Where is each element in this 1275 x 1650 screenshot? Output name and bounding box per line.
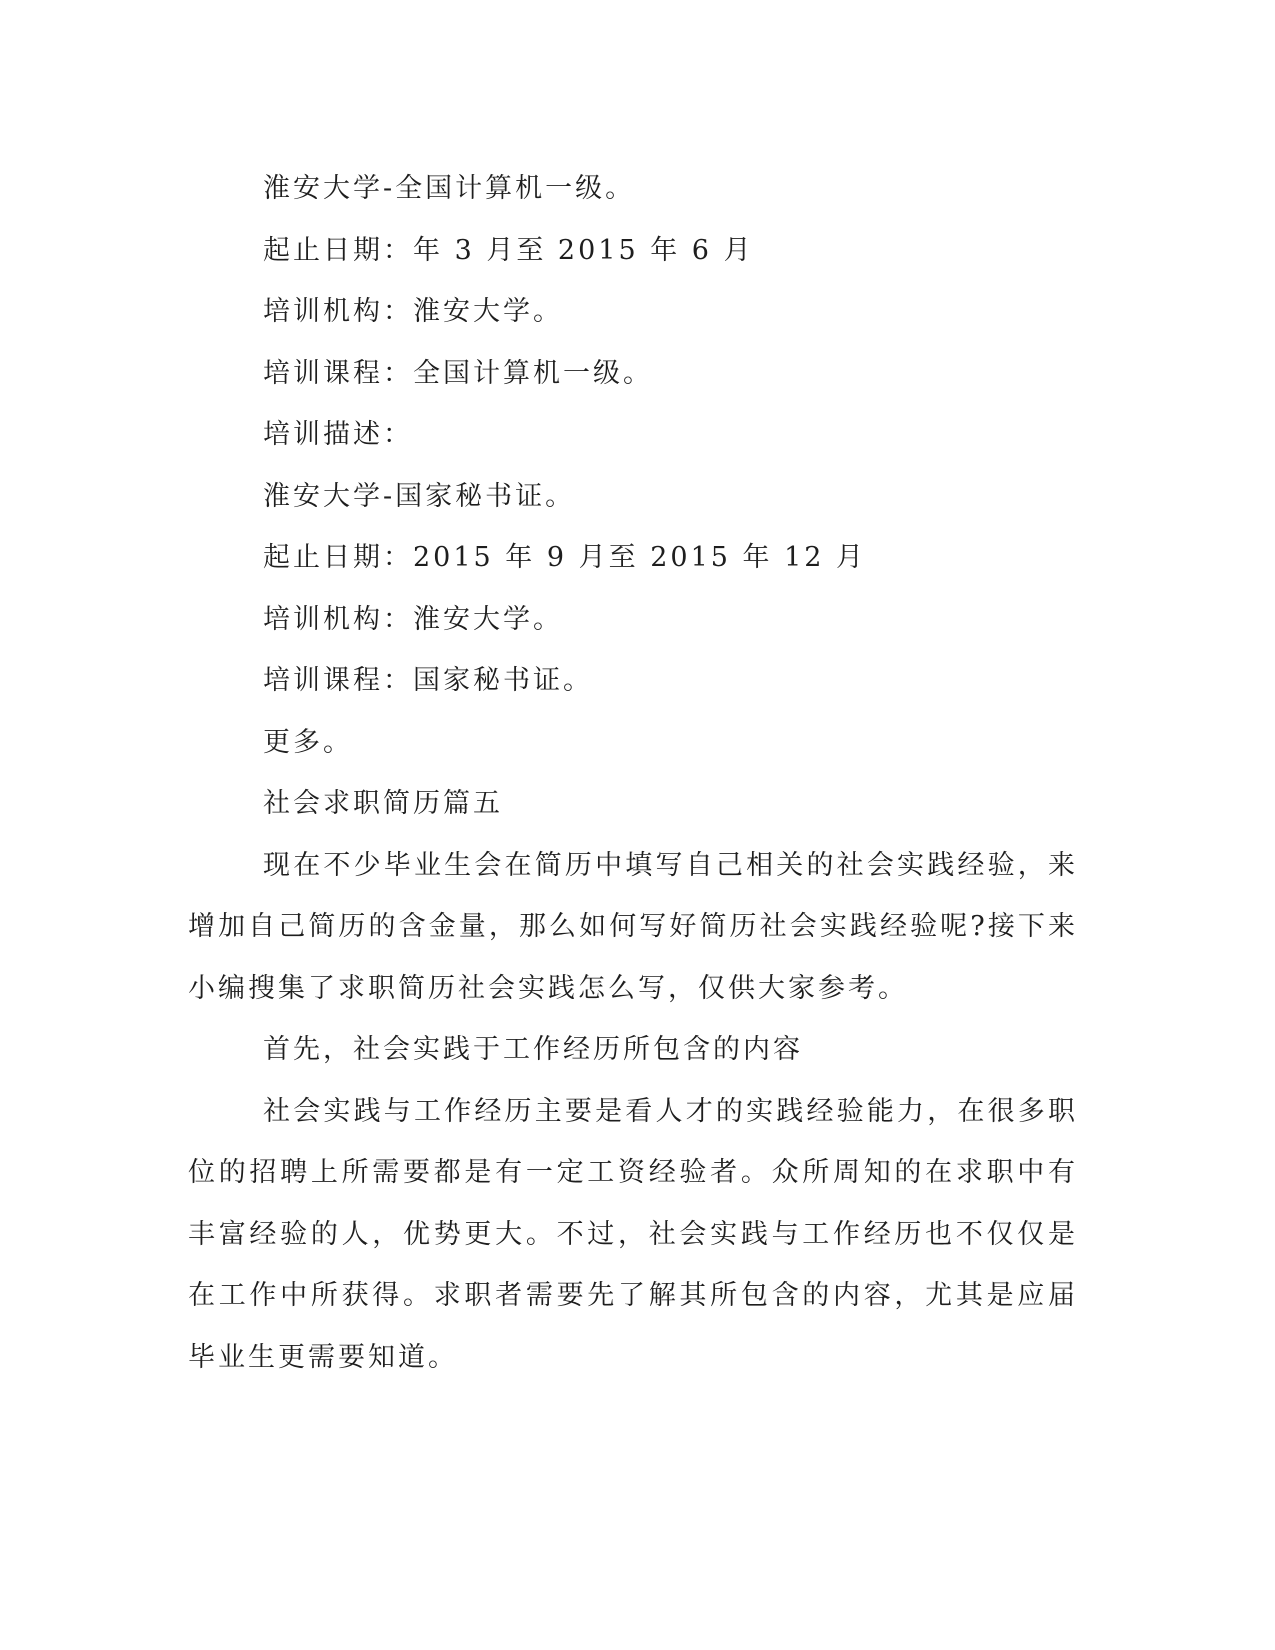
training-course-2: 培训课程：国家秘书证。 xyxy=(263,665,593,696)
training-dates-1: 起止日期：年 3 月至 2015 年 6 月 xyxy=(263,234,754,266)
more-text: 更多。 xyxy=(263,726,353,758)
section-heading: 社会求职简历篇五 xyxy=(263,788,503,819)
body-paragraph-intro: 现在不少毕业生会在简历中填写自己相关的社会实践经验，来增加自己简历的含金量，那么如何写好简历社会实践经验呢?接下来小编搜集了求职简历社会实践怎么写，仅供大家参考。 xyxy=(188,849,1078,1004)
training-course-1: 培训课程：全国计算机一级。 xyxy=(263,357,653,389)
training-dates-2: 起止日期：2015 年 9 月至 2015 年 12 月 xyxy=(263,542,867,573)
training-title-1: 淮安大学-全国计算机一级。 xyxy=(263,173,636,204)
training-description-1: 培训描述： xyxy=(263,419,413,450)
body-paragraph-main: 社会实践与工作经历主要是看人才的实践经验能力，在很多职位的招聘上所需要都是有一定工资经验者。众所周知的在求职中有丰富经验的人，优势更大。不过，社会实践与工作经历也不仅仅是在工作中所获得。求职者需要先了解其所包含的内容，尤其是应届毕业生更需要知道。 xyxy=(188,1095,1078,1373)
training-institution-1: 培训机构：淮安大学。 xyxy=(263,296,563,327)
body-paragraph-subheading: 首先，社会实践于工作经历所包含的内容 xyxy=(263,1034,803,1065)
training-institution-2: 培训机构：淮安大学。 xyxy=(263,603,563,635)
document-body xyxy=(188,158,1078,1388)
training-title-2: 淮安大学-国家秘书证。 xyxy=(263,480,576,512)
